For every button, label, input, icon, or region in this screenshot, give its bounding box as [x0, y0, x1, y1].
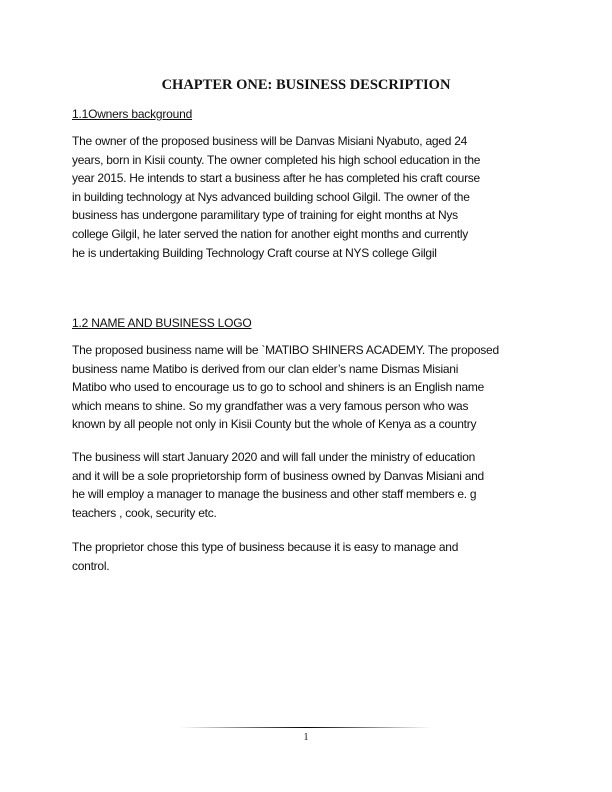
section-heading-owners-background: 1.1Owners background — [72, 107, 193, 121]
text-line: known by all people not only in Kisii County but the whole of Kenya as a country — [72, 417, 477, 432]
text-line: The proprietor chose this type of business because it is easy to manage and — [72, 540, 459, 554]
text-line: in building technology at Nys advanced building school Gilgil. The owner of the — [72, 189, 470, 204]
text-line: he is undertaking Building Technology Craft course at NYS college Gilgil — [72, 245, 437, 260]
text-line: college Gilgil, he later served the nation for another eight months and currently — [72, 226, 468, 241]
owners-background-paragraph — [72, 132, 480, 262]
text-line: years, born in Kisii county. The owner completed his high school education in the — [72, 152, 481, 167]
section-heading-name-and-logo: 1.2 NAME AND BUSINESS LOGO — [72, 316, 252, 330]
text-line: Matibo who used to encourage us to go to school and shiners is an English name — [72, 380, 485, 395]
text-line: business has undergone paramilitary type of training for eight months at Nys — [72, 208, 458, 223]
footer-divider — [180, 727, 432, 728]
text-line: business name Matibo is derived from our clan elder’s name Dismas Misiani — [72, 361, 459, 376]
text-line: teachers , cook, security etc. — [72, 505, 217, 520]
text-line: which means to shine. So my grandfather was a very famous person who was — [72, 398, 469, 413]
business-name-paragraph — [72, 341, 499, 434]
chapter-title: CHAPTER ONE: BUSINESS DESCRIPTION — [161, 77, 451, 93]
text-line: The owner of the proposed business will be Danvas Misiani Nyabuto, aged 24 — [72, 134, 468, 148]
text-line: he will employ a manager to manage the business and other staff members e. g — [72, 487, 477, 502]
text-line: year 2015. He intends to start a business after he has completed his craft course — [72, 171, 480, 186]
page-number: 1 — [303, 732, 309, 743]
text-line: control. — [72, 558, 110, 573]
text-line: and it will be a sole proprietorship form of business owned by Danvas Misiani and — [72, 468, 484, 483]
business-start-paragraph — [72, 448, 484, 522]
proprietor-choice-paragraph — [72, 538, 458, 575]
text-line: The proposed business name will be `MATIBO SHINERS ACADEMY. The proposed — [72, 343, 499, 357]
text-line: The business will start January 2020 and will fall under the ministry of education — [72, 450, 476, 464]
